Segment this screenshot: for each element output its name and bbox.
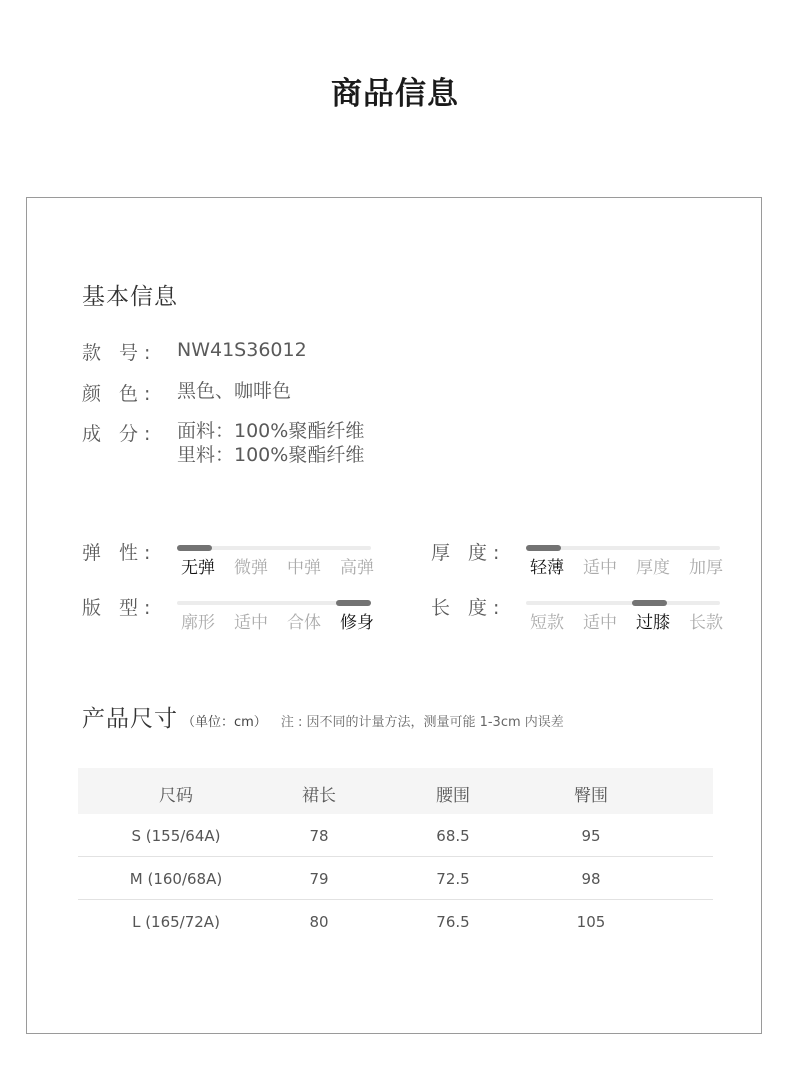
attr-option: 中弹 [287,558,321,578]
attr-options [176,553,376,577]
cell-waist: 68.5 [436,827,470,845]
attr-label: 长 度: [431,597,506,619]
cell-size: L (165/72A) [132,913,220,931]
product-info-card [26,197,762,1034]
size-unit: （单位：cm） [182,715,267,730]
attr-marker [177,545,212,551]
attr-option: 长款 [689,613,723,633]
cell-skirt-length: 78 [309,827,329,845]
attr-track [177,546,371,550]
attr-option: 加厚 [689,558,723,578]
cell-hip: 98 [581,870,601,888]
attr-marker [632,600,667,606]
cell-size: M (160/68A) [129,870,223,888]
cell-skirt-length: 79 [309,870,329,888]
attr-option: 无弹 [181,558,215,578]
attr-label: 弹 性: [82,542,157,564]
cell-hip: 95 [581,827,601,845]
attr-options [525,608,725,632]
attr-label: 厚 度: [431,542,506,564]
info-value: 面料：100%聚酯纤维 [177,420,365,442]
size-table-header [78,768,713,814]
attr-option: 廓形 [181,613,215,633]
size-table [78,768,713,942]
attr-options [176,608,376,632]
attr-option: 过膝 [636,613,670,633]
header-waist: 腰围 [436,786,470,806]
header-hip: 臀围 [574,786,608,806]
attr-track [526,601,720,605]
attr-marker [336,600,371,606]
basic-info-title: 基本信息 [82,284,178,310]
attr-option: 合体 [287,613,321,633]
header-skirt-length: 裙长 [302,786,336,806]
info-label: 款 号: [82,342,157,364]
info-value-lining: 里料：100%聚酯纤维 [177,444,365,466]
attr-label: 版 型: [82,597,157,619]
info-value: 黑色、咖啡色 [177,380,292,402]
attr-track [177,601,371,605]
cell-waist: 72.5 [436,870,470,888]
attr-option: 高弹 [340,558,374,578]
attr-track [526,546,720,550]
info-label: 成 分: [82,423,157,445]
header-size: 尺码 [159,786,193,806]
attr-option: 厚度 [636,558,670,578]
attr-option: 适中 [583,613,617,633]
attr-options [525,553,725,577]
size-note: 注 : 因不同的计量方法，测量可能 1-3cm 内误差 [280,715,564,730]
size-section-header [82,700,564,733]
attr-option: 适中 [583,558,617,578]
attr-option: 修身 [340,613,374,633]
table-row [78,814,713,857]
attr-option: 微弹 [234,558,268,578]
size-title: 产品尺寸 [82,706,178,732]
attr-option: 轻薄 [530,558,564,578]
page-title: 商品信息 [331,76,459,112]
attr-marker [526,545,561,551]
info-value: NW41S36012 [177,339,307,361]
table-row [78,900,713,942]
cell-skirt-length: 80 [309,913,329,931]
table-row [78,857,713,900]
attr-option: 适中 [234,613,268,633]
cell-waist: 76.5 [436,913,470,931]
info-label: 颜 色: [82,383,157,405]
cell-size: S (155/64A) [131,827,221,845]
attr-option: 短款 [530,613,564,633]
cell-hip: 105 [576,913,606,931]
